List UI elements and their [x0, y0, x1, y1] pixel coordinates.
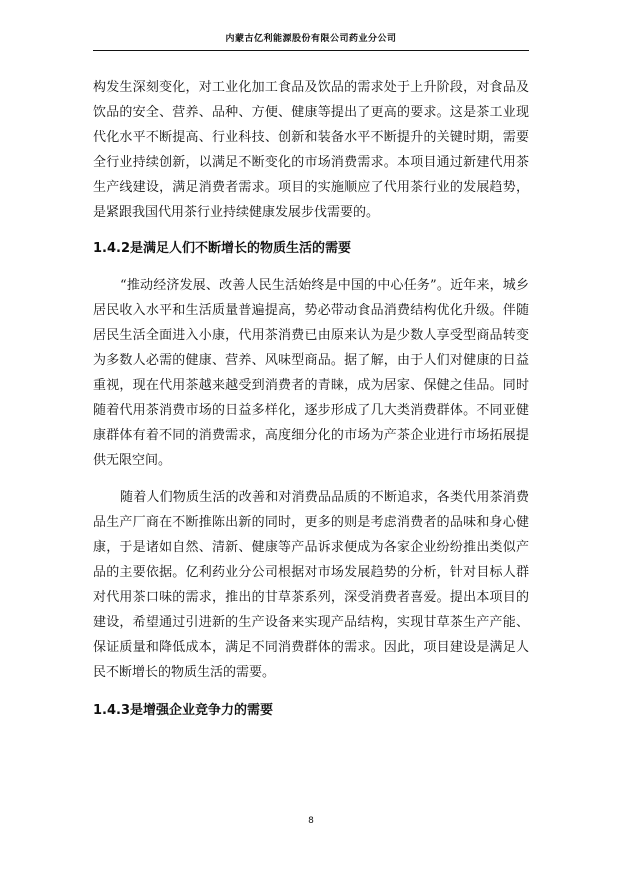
header-divider	[93, 50, 529, 51]
paragraph-1-4-2-b: 随着人们物质生活的改善和对消费品品质的不断追求，各类代用茶消费品生产厂商在不断推陈出新的同时，更多的则是考虑消费者的品味和身心健康，于是诸如自然、清新、健康等产品诉求便成为各家企业纷纷推出类似产品的主要依据。亿利药业分公司根据对市场发展趋势的分析，针对目标人群对代用茶口味的需求，推出的甘草茶系列，深受消费者喜爱。提出本项目的建设，希望通过引进新的生产设备来实现产品结构，实现甘草茶生产产能、保证质量和降低成本，满足不同消费群体的需求。因此，项目建设是满足人民不断增长的物质生活的需要。	[93, 490, 529, 680]
section-heading-1-4-2: 1.4.2是满足人们不断增长的物质生活的需要	[93, 241, 352, 256]
page-body	[93, 75, 529, 721]
paragraph-intro: 构发生深刻变化，对工业化加工食品及饮品的需求处于上升阶段，对食品及饮品的安全、营养、品种、方便、健康等提出了更高的要求。这是茶工业现代化水平不断提高、行业科技、创新和装备水平不断提升的关键时期，需要全行业持续创新，以满足不断变化的市场消费需求。本项目通过新建代用茶生产线建设，满足消费者需求。项目的实施顺应了代用茶行业的发展趋势，是紧跟我国代用茶行业持续健康发展步伐需要的。	[93, 80, 529, 220]
paragraph-1-4-2-a: “推动经济发展、改善人民生活始终是中国的中心任务”。近年来，城乡居民收入水平和生活质量普遍提高，势必带动食品消费结构优化升级。伴随居民生活全面进入小康，代用茶消费已由原来认为是少数人享受型商品转变为多数人必需的健康、营养、风味型商品。据了解，由于人们对健康的日益重视，现在代用茶越来越受到消费者的青睐，成为居家、保健之佳品。同时随着代用茶消费市场的日益多样化，逐步形成了几大类消费群体。不同亚健康群体有着不同的消费需求，高度细分化的市场为产茶企业进行市场拓展提供无限空间。	[93, 278, 529, 468]
section-heading-1-4-3: 1.4.3是增强企业竞争力的需要	[93, 703, 274, 718]
running-header: 内蒙古亿利能源股份有限公司药业分公司	[225, 34, 397, 44]
page-number: 8	[308, 816, 314, 826]
